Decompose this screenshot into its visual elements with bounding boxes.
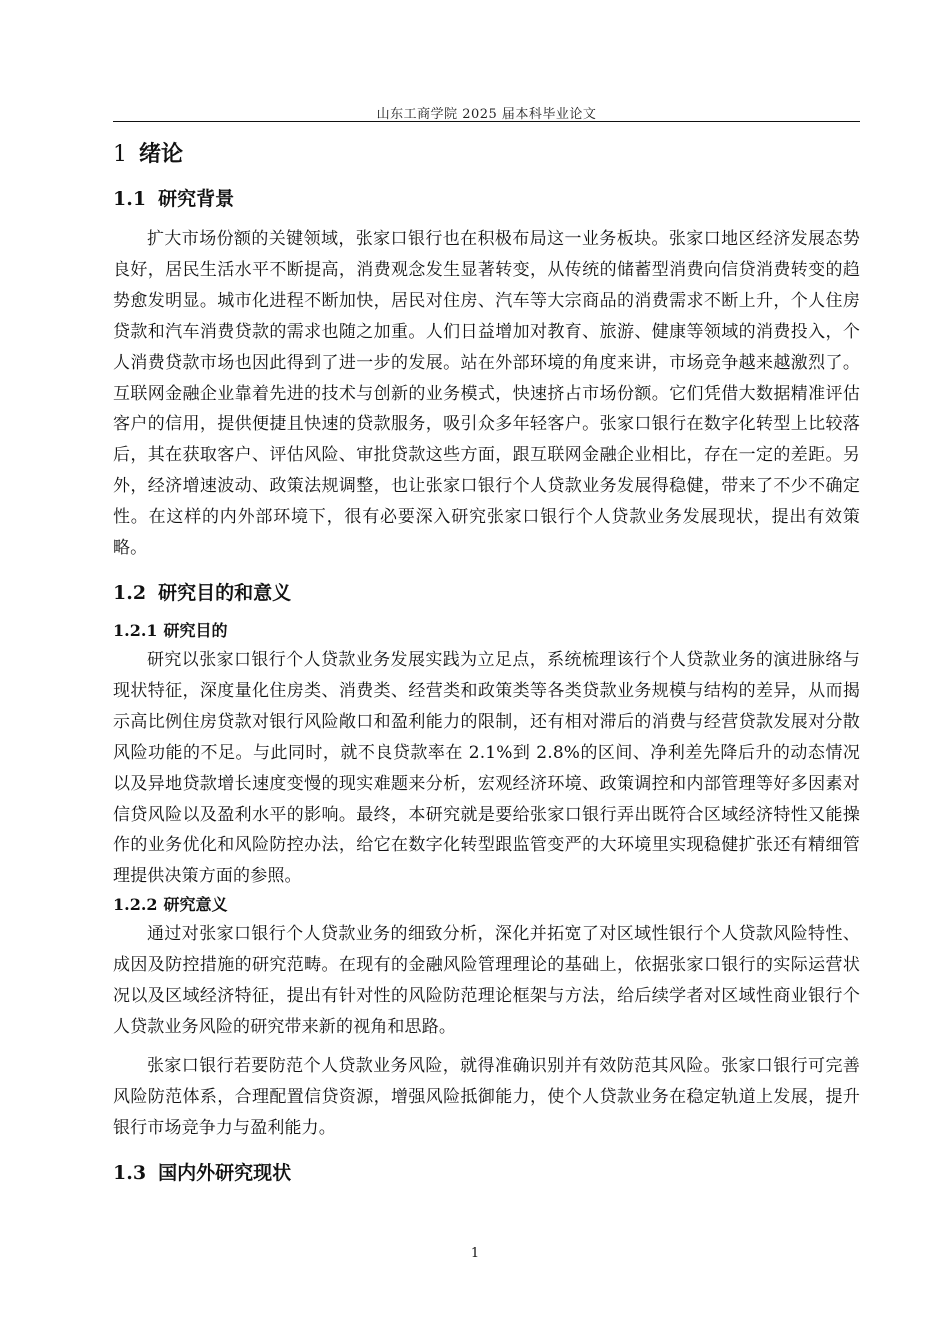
section-title-1-1 [113,184,860,214]
section-number: 1.2 [113,581,147,604]
subsection-number: 1.2.2 [113,895,158,915]
paragraph-research-background: 扩大市场份额的关键领域，张家口银行也在积极布局这一业务板块。张家口地区经济发展态势良好，居民生活水平不断提高，消费观念发生显著转变，从传统的储蓄型消费向信贷消费转变的趋势愈发明显。城市化进程不断加快，居民对住房、汽车等大宗商品的消费需求不断上升，个人住房贷款和汽车消费贷款的需求也随之加重。人们日益增加对教育、旅游、健康等领域的消费投入，个人消费贷款市场也因此得到了进一步的发展。站在外部环境的角度来讲，市场竞争越来越激烈了。互联网金融企业靠着先进的技术与创新的业务模式，快速挤占市场份额。它们凭借大数据精准评估客户的信用，提供便捷且快速的贷款服务，吸引众多年轻客户。张家口银行在数字化转型上比较落后，其在获取客户、评估风险、审批贷款这些方面，跟互联网金融企业相比，存在一定的差距。另外，经济增速波动、政策法规调整，也让张家口银行个人贷款业务发展得稳健，带来了不少不确定性。在这样的内外部环境下，很有必要深入研究张家口银行个人贷款业务发展现状，提出有效策略。 [113,229,860,559]
subsection-title-1-2-1 [113,618,860,644]
section-title-text: 研究目的和意义 [158,581,292,604]
running-header: 山东工商学院 2025 届本科毕业论文 [376,107,597,122]
section-title-text: 研究背景 [158,188,235,210]
subsection-title-1-2-2 [113,892,860,918]
paragraph-research-significance-2: 张家口银行若要防范个人贷款业务风险，就得准确识别并有效防范其风险。张家口银行可完善风险防范体系，合理配置信贷资源，增强风险抵御能力，使个人贷款业务在稳定轨道上发展，提升银行市场竞争力与盈利能力。 [113,1055,860,1138]
section-title-text: 国内外研究现状 [158,1161,292,1184]
section-title-1-2 [113,578,860,608]
subsection-number: 1.2.1 [113,620,158,640]
page-content [113,138,860,1198]
chapter-title-text: 绪论 [139,141,184,167]
section-number: 1.1 [113,188,147,210]
paragraph-research-significance-1: 通过对张家口银行个人贷款业务的细致分析，深化并拓宽了对区域性银行个人贷款风险特性、成因及防控措施的研究范畴。在现有的金融风险管理理论的基础上，依据张家口银行的实际运营状况以及区域经济特征，提出有针对性的风险防范理论框架与方法，给后续学者对区域性商业银行个人贷款业务风险的研究带来新的视角和思路。 [113,924,860,1037]
spacer [113,1043,860,1051]
page-number: 1 [470,1246,480,1261]
section-title-1-3 [113,1158,860,1188]
section-number: 1.3 [113,1161,147,1184]
subsection-title-text: 研究目的 [163,620,228,640]
chapter-number: 1 [113,142,127,167]
header-rule [113,121,860,122]
spacer [113,564,860,578]
paragraph-research-purpose: 研究以张家口银行个人贷款业务发展实践为立足点，系统梳理该行个人贷款业务的演进脉络与现状特征，深度量化住房类、消费类、经营类和政策类等各类贷款业务规模与结构的差异，从而揭示高比例住房贷款对银行风险敞口和盈利能力的限制，还有相对滞后的消费与经营贷款发展对分散风险功能的不足。与此同时，就不良贷款率在 2.1%到 2.8%的区间、净利差先降后升的动态情况以及异地贷款增长速度变慢的现实难题来分析，宏观经济环境、政策调控和内部管理等好多因素对信贷风险以及盈利水平的影响。最终，本研究就是要给张家口银行弄出既符合区域经济特性又能操作的业务优化和风险防控办法，给它在数字化转型跟监管变严的大环境里实现稳健扩张还有精细管理提供决策方面的参照。 [113,649,860,887]
spacer [113,1144,860,1158]
subsection-title-text: 研究意义 [163,895,228,915]
chapter-title [113,138,860,170]
